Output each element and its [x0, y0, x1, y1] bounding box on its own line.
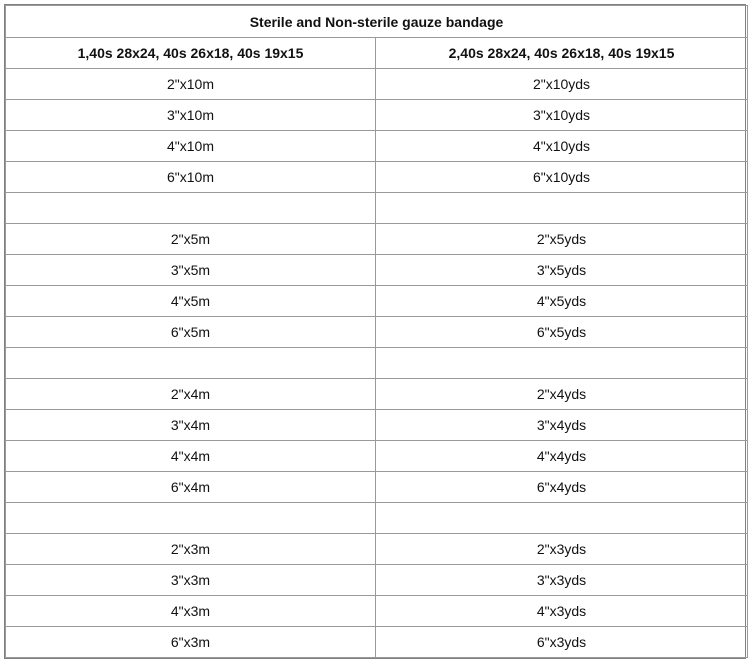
- table-row: [6, 255, 748, 286]
- size-imperial-cell: 2"x5yds: [376, 224, 748, 255]
- size-imperial-cell: 4"x10yds: [376, 131, 748, 162]
- size-metric-cell: [6, 348, 376, 379]
- table-row: [6, 565, 748, 596]
- size-imperial-cell: 4"x4yds: [376, 441, 748, 472]
- gauze-bandage-table: [5, 5, 748, 658]
- table-row: [6, 441, 748, 472]
- size-metric-cell: 4"x3m: [6, 596, 376, 627]
- size-imperial-cell: 2"x10yds: [376, 69, 748, 100]
- table-title-row: [6, 6, 748, 38]
- size-metric-cell: 4"x4m: [6, 441, 376, 472]
- size-imperial-cell: 6"x10yds: [376, 162, 748, 193]
- size-metric-cell: 3"x5m: [6, 255, 376, 286]
- size-imperial-cell: 6"x5yds: [376, 317, 748, 348]
- size-imperial-cell: [376, 193, 748, 224]
- gauze-bandage-spec-sheet: [4, 4, 746, 659]
- spacer-row: [6, 348, 748, 379]
- size-metric-cell: 2"x10m: [6, 69, 376, 100]
- size-metric-cell: 6"x4m: [6, 472, 376, 503]
- size-metric-cell: 2"x4m: [6, 379, 376, 410]
- table-row: [6, 286, 748, 317]
- table-row: [6, 317, 748, 348]
- spacer-row: [6, 193, 748, 224]
- table-row: [6, 596, 748, 627]
- size-metric-cell: 3"x4m: [6, 410, 376, 441]
- size-metric-cell: 3"x3m: [6, 565, 376, 596]
- table-row: [6, 162, 748, 193]
- size-imperial-cell: 3"x5yds: [376, 255, 748, 286]
- size-imperial-cell: 4"x3yds: [376, 596, 748, 627]
- size-imperial-cell: 3"x10yds: [376, 100, 748, 131]
- size-imperial-cell: 4"x5yds: [376, 286, 748, 317]
- size-imperial-cell: 3"x4yds: [376, 410, 748, 441]
- size-imperial-cell: 6"x3yds: [376, 627, 748, 658]
- table-row: [6, 224, 748, 255]
- size-metric-cell: 3"x10m: [6, 100, 376, 131]
- table-row: [6, 100, 748, 131]
- table-row: [6, 379, 748, 410]
- size-imperial-cell: 3"x3yds: [376, 565, 748, 596]
- size-metric-cell: 4"x10m: [6, 131, 376, 162]
- size-metric-cell: 6"x5m: [6, 317, 376, 348]
- size-metric-cell: 4"x5m: [6, 286, 376, 317]
- size-imperial-cell: [376, 503, 748, 534]
- size-metric-cell: 6"x3m: [6, 627, 376, 658]
- size-metric-cell: 2"x5m: [6, 224, 376, 255]
- table-row: [6, 534, 748, 565]
- table-row: [6, 410, 748, 441]
- table-row: [6, 627, 748, 658]
- size-imperial-cell: 2"x3yds: [376, 534, 748, 565]
- table-title: Sterile and Non-sterile gauze bandage: [6, 6, 748, 38]
- table-row: [6, 472, 748, 503]
- size-metric-cell: [6, 503, 376, 534]
- header-metric-column: 1,40s 28x24, 40s 26x18, 40s 19x15: [6, 38, 376, 69]
- size-imperial-cell: 6"x4yds: [376, 472, 748, 503]
- table-row: [6, 131, 748, 162]
- size-metric-cell: 6"x10m: [6, 162, 376, 193]
- size-imperial-cell: [376, 348, 748, 379]
- size-metric-cell: 2"x3m: [6, 534, 376, 565]
- size-metric-cell: [6, 193, 376, 224]
- spacer-row: [6, 503, 748, 534]
- table-row: [6, 69, 748, 100]
- header-imperial-column: 2,40s 28x24, 40s 26x18, 40s 19x15: [376, 38, 748, 69]
- table-header-row: [6, 38, 748, 69]
- size-imperial-cell: 2"x4yds: [376, 379, 748, 410]
